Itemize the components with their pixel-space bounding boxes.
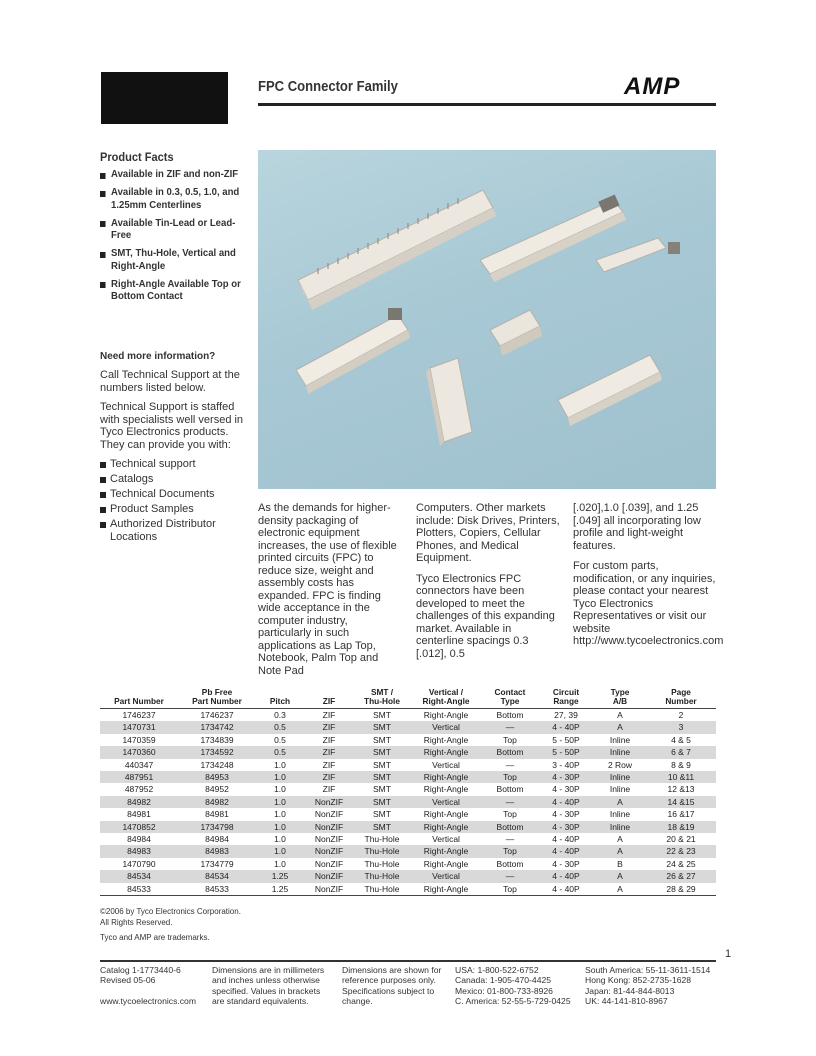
table-cell: Vertical (432, 759, 460, 770)
table-row (100, 783, 716, 795)
table-cell: Top (482, 883, 538, 896)
table-cell: A (594, 796, 646, 808)
support-item: Product Samples (100, 503, 250, 516)
table-cell: Thu-Hole (364, 834, 400, 845)
table-cell: 22 & 23 (646, 845, 716, 857)
product-table (100, 686, 716, 896)
table-cell: 3 (646, 721, 716, 733)
column-header: SMT / Thu-Hole (354, 686, 410, 709)
table-row (100, 771, 716, 783)
table-cell: NonZIF (304, 821, 354, 833)
table-cell: NonZIF (304, 870, 354, 882)
table-cell: 5 - 50P (538, 746, 594, 758)
table-cell: 1.0 (274, 759, 286, 770)
column-header: Page Number (646, 686, 716, 709)
table-cell: 84983 (178, 845, 256, 857)
connector-small (596, 238, 680, 272)
table-row (100, 721, 716, 733)
table-cell: Thu-Hole (354, 883, 410, 896)
table-row (100, 808, 716, 820)
catalog-number: Catalog 1-1773440-6 (100, 965, 181, 975)
table-cell: 84533 (178, 883, 256, 896)
table-cell: 4 - 40P (538, 870, 594, 882)
table-cell: SMT (373, 759, 391, 770)
support-item: Technical Documents (100, 488, 250, 501)
table-row (100, 845, 716, 857)
table-cell: Top (503, 734, 517, 745)
table-cell: 0.5 (274, 734, 286, 745)
table-cell: ZIF (304, 721, 354, 733)
table-cell: 28 & 29 (646, 883, 716, 896)
table-cell: 84981 (205, 809, 229, 820)
table-cell: — (482, 870, 538, 882)
table-cell: 84953 (178, 771, 256, 783)
body-column-3 (573, 502, 724, 656)
table-cell: 1.0 (256, 821, 304, 833)
table-cell: ZIF (322, 784, 336, 795)
table-cell: 4 - 30P (552, 809, 580, 820)
table-cell: 487951 (100, 771, 178, 783)
table-cell: 1.0 (256, 796, 304, 808)
table-cell: 20 & 21 (666, 834, 696, 845)
table-cell: Inline (594, 746, 646, 758)
table-cell: ZIF (304, 746, 354, 758)
table-cell: 4 - 40P (538, 796, 594, 808)
footer-phones-international (585, 965, 716, 1007)
fact-item: Right-Angle Available Top or Bottom Contact (100, 279, 247, 304)
table-cell: 1746237 (200, 710, 234, 720)
table-cell: 4 - 30P (538, 771, 594, 783)
table-row (100, 833, 716, 845)
footer-dimensions-note: Dimensions are in millimeters and inches unless otherwise specified. Values in brackets are standard equivalents. (212, 965, 325, 1007)
table-cell: 18 &19 (646, 821, 716, 833)
table-row (100, 734, 716, 746)
table-cell: 84983 (100, 845, 178, 857)
trademark-line: Tyco and AMP are trademarks. (100, 933, 210, 942)
table-cell: 1.25 (256, 883, 304, 896)
table-cell: 487952 (124, 784, 154, 795)
column-header: Pb Free Part Number (178, 686, 256, 709)
table-cell: 14 &15 (646, 796, 716, 808)
table-cell: 16 &17 (667, 809, 695, 820)
footer-catalog (100, 965, 205, 1006)
table-cell: — (482, 796, 538, 808)
table-row (100, 858, 716, 870)
table-cell: Top (482, 845, 538, 857)
body-paragraph: As the demands for higher-density packaging of electronic equipment increases, the use of flexible printed circuits (FPC) to reduce size, weight and assembly costs has expanded. FPC is finding wide acceptance in the computer industry, particularly in such applications as Lap Top, Notebook, Palm Top and Note Pad (258, 502, 397, 677)
table-header-row (100, 686, 716, 709)
phone-line: Japan: 81-44-844-8013 (585, 985, 675, 996)
table-cell: 24 & 25 (666, 858, 696, 869)
table-row (100, 709, 716, 722)
connectors-illustration (258, 150, 716, 489)
table-cell: Inline (609, 734, 631, 745)
table-cell: SMT (354, 721, 410, 733)
table-cell: 4 - 40P (538, 845, 594, 857)
amp-logo: AMP (624, 73, 681, 100)
table-cell: Right-Angle (410, 821, 482, 833)
table-cell: SMT (354, 771, 410, 783)
table-cell: 2 (678, 710, 684, 720)
phone-line: C. America: 52-55-5-729-0425 (455, 996, 571, 1007)
table-cell: 440347 (124, 759, 154, 770)
table-cell: 3 - 40P (552, 759, 580, 770)
table-cell: SMT (373, 784, 391, 795)
table-cell: 5 - 50P (552, 734, 580, 745)
table-cell: 4 - 30P (552, 858, 580, 869)
table-cell: — (505, 834, 515, 845)
support-item: Authorized Distributor Locations (100, 518, 250, 543)
table-cell: 1470731 (100, 721, 178, 733)
table-cell: SMT (354, 746, 410, 758)
table-cell: 1470852 (100, 821, 178, 833)
phone-line: UK: 44-141-810-8967 (585, 996, 668, 1007)
table-cell: NonZIF (304, 845, 354, 857)
table-cell: ZIF (322, 710, 336, 720)
connector-left (296, 308, 410, 394)
table-cell: Thu-Hole (354, 845, 410, 857)
column-header: Circuit Range (538, 686, 594, 709)
column-header: Contact Type (482, 686, 538, 709)
table-row (100, 870, 716, 882)
table-cell: 1734592 (178, 746, 256, 758)
fact-item: Available Tin-Lead or Lead-Free (100, 218, 247, 243)
table-cell: 0.5 (256, 746, 304, 758)
table-cell: Inline (609, 809, 631, 820)
phone-line: Hong Kong: 852-2735-1628 (585, 975, 692, 986)
table-cell: 1.0 (274, 834, 286, 845)
connector-vertical (426, 358, 472, 446)
table-cell: 1470790 (122, 858, 156, 869)
table-cell: 84981 (127, 809, 151, 820)
footer-rule (100, 960, 716, 962)
connector-center (490, 310, 542, 356)
table-cell: ZIF (322, 734, 336, 745)
body-column-2 (416, 502, 561, 668)
table-cell: A (594, 721, 646, 733)
table-cell: 2 Row (607, 759, 633, 770)
table-cell: 84982 (178, 796, 256, 808)
table-cell: B (617, 858, 623, 869)
table-cell: 1470360 (100, 746, 178, 758)
table-cell: 84984 (127, 834, 151, 845)
column-header: Vertical / Right-Angle (410, 686, 482, 709)
footer-reference-note: Dimensions are shown for reference purposes only. Specifications subject to change. (342, 965, 442, 1007)
table-cell: 4 - 40P (552, 834, 580, 845)
table-cell: NonZIF (304, 883, 354, 896)
column-header: Pitch (256, 686, 304, 709)
table-cell: Vertical (410, 870, 482, 882)
table-cell: Bottom (496, 710, 524, 720)
header-rule (258, 103, 716, 106)
table-cell: A (594, 883, 646, 896)
table-cell: — (505, 759, 515, 770)
table-cell: SMT (354, 796, 410, 808)
table-cell: 6 & 7 (646, 746, 716, 758)
table-cell: Top (503, 809, 517, 820)
connector-bottom-right (558, 355, 662, 426)
table-cell: 1734248 (200, 759, 234, 770)
table-cell: Inline (594, 821, 646, 833)
table-cell: 1.0 (274, 858, 286, 869)
table-cell: NonZIF (314, 858, 344, 869)
table-cell: Right-Angle (410, 883, 482, 896)
more-info-text: Call Technical Support at the numbers listed below. (100, 369, 240, 394)
table-cell: Right-Angle (423, 809, 469, 820)
table-cell: Bottom (482, 746, 538, 758)
table-cell: 10 &11 (646, 771, 716, 783)
body-column-1 (258, 502, 402, 685)
phone-line: Mexico: 01-800-733-8926 (455, 985, 553, 996)
table-cell: Thu-Hole (354, 870, 410, 882)
table-cell: 27, 39 (554, 710, 578, 720)
table-cell: Right-Angle (423, 710, 469, 720)
table-cell: 4 - 30P (538, 821, 594, 833)
table-cell: Vertical (432, 834, 460, 845)
table-cell: 4 - 40P (538, 883, 594, 896)
table-cell: SMT (373, 809, 391, 820)
table-cell: Right-Angle (410, 845, 482, 857)
table-cell: Top (482, 771, 538, 783)
table-cell: 1746237 (122, 710, 156, 720)
column-header: ZIF (304, 686, 354, 709)
table-cell: Right-Angle (410, 771, 482, 783)
table-cell: 84982 (100, 796, 178, 808)
table-cell: 26 & 27 (646, 870, 716, 882)
table-cell: 1.0 (274, 809, 286, 820)
table-cell: ZIF (304, 771, 354, 783)
table-cell: Bottom (496, 784, 524, 795)
more-info-section (100, 350, 250, 546)
page-title: FPC Connector Family (258, 79, 398, 95)
table-cell: A (617, 710, 623, 720)
table-cell: Bottom (496, 858, 524, 869)
table-cell: 1.0 (274, 784, 286, 795)
more-info-text: Technical Support is staffed with specialists well versed in Tyco Electronics products. They can provide you with: (100, 401, 244, 451)
table-cell: 1734779 (200, 858, 234, 869)
table-cell: Inline (594, 771, 646, 783)
table-cell: ZIF (322, 759, 336, 770)
support-item: Catalogs (100, 473, 250, 486)
table-cell: Thu-Hole (364, 858, 400, 869)
connector-large (298, 190, 496, 310)
table-cell: A (594, 870, 646, 882)
table-cell: A (594, 845, 646, 857)
table-row (100, 759, 716, 771)
table-cell: 84533 (100, 883, 178, 896)
body-paragraph: For custom parts, modification, or any inquiries, please contact your nearest Tyco Electronics Representatives or visit our website http://www.tycoelectronics.com (573, 560, 724, 647)
body-paragraph: [.020],1.0 [.039], and 1.25 [.049] all incorporating low profile and light-weight features. (573, 502, 701, 552)
table-cell: NonZIF (304, 796, 354, 808)
table-cell: A (617, 834, 623, 845)
table-cell: 8 & 9 (671, 759, 691, 770)
header-black-block (101, 72, 228, 124)
revision-date: Revised 05-06 (100, 975, 156, 986)
table-cell: 1734798 (178, 821, 256, 833)
phone-line: USA: 1-800-522-6752 (455, 965, 539, 975)
fact-item: Available in ZIF and non-ZIF (100, 169, 247, 182)
column-header: Type A/B (594, 686, 646, 709)
copyright-notice (100, 906, 241, 943)
table-cell: 1.0 (256, 771, 304, 783)
table-cell: Vertical (410, 796, 482, 808)
table-cell: 84952 (205, 784, 229, 795)
table-cell: 0.3 (274, 710, 286, 720)
table-cell: Right-Angle (423, 858, 469, 869)
table-cell: Bottom (482, 821, 538, 833)
support-item: Technical support (100, 458, 250, 471)
footer-phones-americas (455, 965, 583, 1007)
copyright-line: All Rights Reserved. (100, 918, 173, 927)
fact-item: SMT, Thu-Hole, Vertical and Right-Angle (100, 248, 247, 273)
product-facts (100, 150, 250, 309)
table-cell: NonZIF (314, 809, 344, 820)
table-cell: 4 - 30P (552, 784, 580, 795)
table-row (100, 796, 716, 808)
footer-website-link[interactable]: www.tycoelectronics.com (100, 995, 196, 1006)
column-header: Part Number (100, 686, 178, 709)
table-cell: 12 &13 (667, 784, 695, 795)
table-cell: 0.5 (256, 721, 304, 733)
table-cell: 84534 (178, 870, 256, 882)
table-cell: 1.25 (256, 870, 304, 882)
product-facts-heading: Product Facts (100, 150, 174, 164)
table-cell: SMT (354, 821, 410, 833)
more-info-heading: Need more information? (100, 350, 216, 362)
body-paragraph: Tyco Electronics FPC connectors have been developed to meet the challenges of this expanding market. Available in centerline spacings 0.3 [.012], 0.5 (416, 572, 555, 660)
table-cell: 1734742 (178, 721, 256, 733)
table-cell: Right-Angle (423, 784, 469, 795)
body-paragraph: Computers. Other markets include: Disk Drives, Printers, Plotters, Copiers, Cellular Phones, and Medical Equipment. (416, 502, 560, 564)
phone-line: Canada: 1-905-470-4425 (455, 975, 552, 986)
table-row (100, 821, 716, 833)
table-cell: Right-Angle (410, 746, 482, 758)
table-cell: 4 - 40P (538, 721, 594, 733)
fact-item: Available in 0.3, 0.5, 1.0, and 1.25mm Centerlines (100, 187, 247, 212)
table-cell: 4 & 5 (671, 734, 691, 745)
table-cell: — (482, 721, 538, 733)
copyright-line: ©2006 by Tyco Electronics Corporation. (100, 907, 241, 916)
product-photo (258, 150, 716, 489)
table-cell: 1470359 (122, 734, 156, 745)
table-cell: 84984 (205, 834, 229, 845)
table-cell: Inline (609, 784, 631, 795)
table-row (100, 746, 716, 758)
table-cell: Vertical (410, 721, 482, 733)
table-cell: NonZIF (314, 834, 344, 845)
page-number: 1 (725, 948, 732, 960)
table-cell: 84534 (100, 870, 178, 882)
phone-line: South America: 55-11-3611-1514 (585, 965, 711, 975)
table-cell: SMT (373, 710, 391, 720)
table-cell: SMT (373, 734, 391, 745)
table-row (100, 883, 716, 896)
table-cell: 1.0 (256, 845, 304, 857)
table-cell: 1734839 (200, 734, 234, 745)
table-cell: Right-Angle (423, 734, 469, 745)
